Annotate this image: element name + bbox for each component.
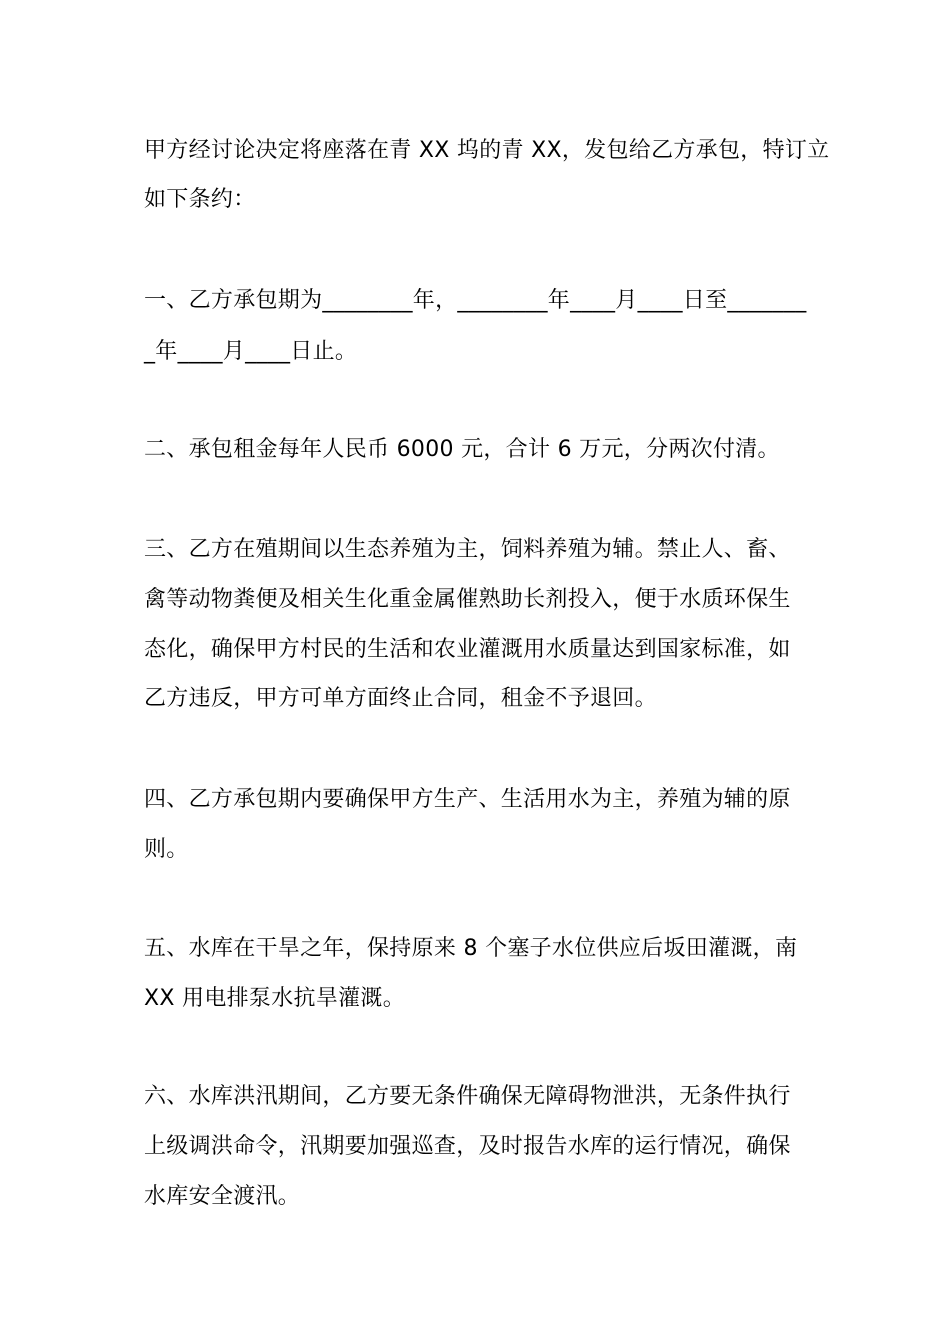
clause-3-line-2: 禽等动物粪便及相关生化重金属催熟助长剂投入，便于水质环保生: [144, 587, 791, 612]
clause-3-line-4: 乙方违反，甲方可单方面终止合同，租金不予退回。: [144, 686, 657, 711]
clause-1-line-1: 一、乙方承包期为________年，________年____月____日至_______: [144, 288, 807, 313]
clause-6-line-1: 六、水库洪汛期间，乙方要无条件确保无障碍物泄洪，无条件执行: [144, 1084, 791, 1109]
clause-6-line-3: 水库安全渡汛。: [144, 1184, 301, 1209]
clause-1-line-2: _年____月____日止。: [144, 339, 358, 364]
clause-5-line-2: XX 用电排泵水抗旱灌溉。: [144, 986, 406, 1011]
clause-6-line-2: 上级调洪命令，汛期要加强巡查，及时报告水库的运行情况，确保: [144, 1134, 791, 1159]
preamble-line-2: 如下条约：: [144, 187, 256, 212]
clause-2-line-1: 二、承包租金每年人民币 6000 元，合计 6 万元，分两次付清。: [144, 437, 780, 462]
clause-3-line-3: 态化，确保甲方村民的生活和农业灌溉用水质量达到国家标准，如: [144, 637, 791, 662]
clause-4-line-2: 则。: [144, 837, 189, 862]
preamble-line-1: 甲方经讨论决定将座落在青 XX 坞的青 XX，发包给乙方承包，特订立: [144, 138, 830, 163]
clause-4-line-1: 四、乙方承包期内要确保甲方生产、生活用水为主，养殖为辅的原: [144, 787, 791, 812]
clause-3-line-1: 三、乙方在殖期间以生态养殖为主，饲料养殖为辅。禁止人、畜、: [144, 537, 791, 562]
clause-5-line-1: 五、水库在干旱之年，保持原来 8 个塞子水位供应后坂田灌溉，南: [144, 936, 798, 961]
